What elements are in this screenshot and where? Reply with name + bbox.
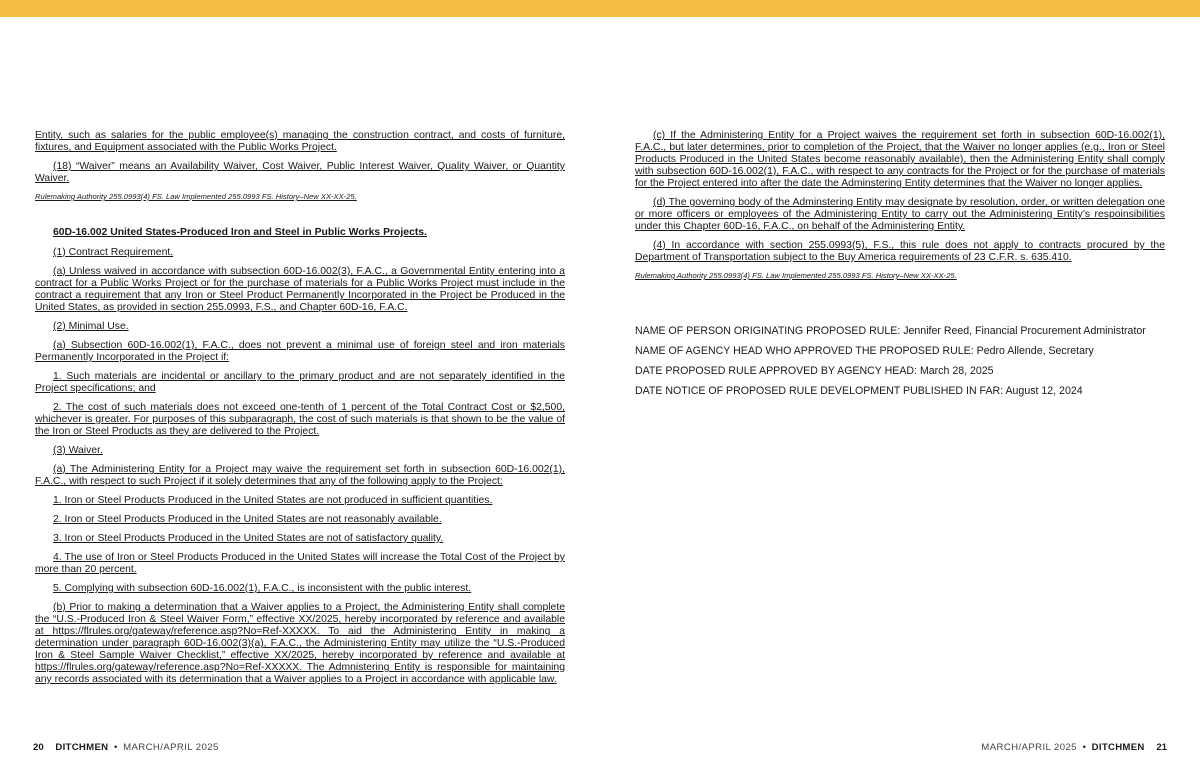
paragraph: 2. The cost of such materials does not exceed one-tenth of 1 percent of the Total Contract Cost or $2,500, whichever is greater. For purposes of this subparagraph, the cost of such materials is that shown to be the value of the Iron or Steel Products as they are delivered to the Project.: [35, 402, 565, 437]
paragraph: (18) “Waiver” means an Availability Waiver, Cost Waiver, Public Interest Waiver, Quality Waiver, or Quantity Waiver.: [35, 161, 565, 184]
paragraph: (2) Minimal Use.: [53, 321, 129, 332]
footer-left: [33, 742, 219, 754]
top-accent-bar: [0, 0, 1200, 17]
page-number: 20: [33, 742, 44, 753]
originator-line: NAME OF PERSON ORIGINATING PROPOSED RULE: Jennifer Reed, Financial Procurement Administrator: [635, 325, 1146, 337]
paragraph: (b) Prior to making a determination that a Waiver applies to a Project, the Administering Entity shall complete the “U.S.-Produced Iron & Steel Waiver Form,” effective XX/2025, hereby incorporated by reference and available at https://flrules.org/gateway/reference.asp?No=Ref-XXXXX. To aid the Administering Entity in making a determination under paragraph 60D-16.002(3)(a), F.A.C., the Administering Entity may utilize the “U.S.-Produced Iron & Steel Sample Waiver Checklist,” effective XX/2025, hereby incorporated by reference and available at https://flrules.org/gateway/reference.asp?No=Ref-XXXXX. The Admnistering Entity is responsible for maintaining any records associated with its determination that a Waiver applies to a Project in accordance with applicable law.: [35, 602, 565, 685]
paragraph: (a) Subsection 60D-16.002(1), F.A.C., does not prevent a minimal use of foreign steel and iron materials Permanently Incorporated in the Project if:: [35, 340, 565, 363]
paragraph: (a) The Administering Entity for a Project may waive the requirement set forth in subsection 60D-16.002(1), F.A.C., with respect to such Project if it solely determines that any of the following apply to the Project:: [35, 464, 565, 487]
left-column: [35, 130, 565, 693]
approval-date-line: DATE PROPOSED RULE APPROVED BY AGENCY HEAD: March 28, 2025: [635, 365, 994, 377]
paragraph: 1. Such materials are incidental or ancillary to the primary product and are not separately identified in the Project specifications; and: [35, 371, 565, 394]
paragraph: 1. Iron or Steel Products Produced in the United States are not produced in sufficient quantities.: [53, 495, 493, 506]
paragraph: (3) Waiver.: [53, 445, 103, 456]
magazine-name: DITCHMEN: [1091, 742, 1145, 753]
separator: •: [1082, 742, 1086, 753]
paragraph: (d) The governing body of the Adminstering Entity may designate by resolution, order, or written delegation one or more officers or employees of the Administering Entity to carry out the Administering Entity’s respoinsibilities under this Chapter 60D-16, F.A.C., on behalf of the Administering Entity.: [635, 197, 1165, 232]
separator: •: [114, 742, 118, 753]
magazine-name: DITCHMEN: [55, 742, 109, 753]
paragraph: (a) Unless waived in accordance with subsection 60D-16.002(3), F.A.C., a Governmental Entity entering into a contract for a Public Works Project or for the purchase of materials for a Public Works Project must include in the contract a requirement that any Iron or Steel Product Permanently Incorporated in the Project be Produced in the United States, as provided in section 255.0993, F.S., and Chapter 60D-16, F.A.C.: [35, 266, 565, 313]
rule-metadata: [635, 325, 1175, 405]
paragraph: Entity, such as salaries for the public employee(s) managing the construction contract, and costs of furniture, fixtures, and Equipment associated with the Public Works Project.: [35, 130, 565, 153]
paragraph: 2. Iron or Steel Products Produced in the United States are not reasonably available.: [53, 514, 442, 525]
section-heading: 60D-16.002 United States-Produced Iron and Steel in Public Works Projects.: [53, 227, 427, 238]
paragraph: (4) In accordance with section 255.0993(5), F.S., this rule does not apply to contracts procured by the Department of Transportation subject to the Buy America requirements of 23 C.F.R. s. 635.410.: [635, 240, 1165, 263]
paragraph: 3. Iron or Steel Products Produced in the United States are not of satisfactory quality.: [53, 533, 444, 544]
issue-date: MARCH/APRIL 2025: [981, 742, 1077, 753]
agency-head-line: NAME OF AGENCY HEAD WHO APPROVED THE PROPOSED RULE: Pedro Allende, Secretary: [635, 345, 1094, 357]
paragraph: (1) Contract Requirement.: [53, 247, 174, 258]
page-number: 21: [1156, 742, 1167, 753]
right-column: [635, 130, 1165, 281]
paragraph: 4. The use of Iron or Steel Products Produced in the United States will increase the Total Cost of the Project by more than 20 percent.: [35, 552, 565, 575]
paragraph: 5. Complying with subsection 60D-16.002(1), F.A.C., is inconsistent with the public interest.: [53, 583, 472, 594]
issue-date: MARCH/APRIL 2025: [123, 742, 219, 753]
paragraph: (c) If the Administering Entity for a Project waives the requirement set forth in subsection 60D-16.002(1), F.A.C., but later determines, prior to completion of the Project, that the Waiver no longer applies (e.g., Iron or Steel Products Produced in the United States become reasonably available), then the Administering Entity shall comply with subsection 60D-16.002(1), F.A.C., with respect to any contracts for the Project or for the purchase of materials for the Project entered into after the date the Adminstering Entity determines that the Waiver no longer applies.: [635, 130, 1165, 189]
footer-right: [981, 742, 1167, 754]
notice-date-line: DATE NOTICE OF PROPOSED RULE DEVELOPMENT PUBLISHED IN FAR: August 12, 2024: [635, 385, 1083, 397]
history-note: Rulemaking Authority 255.0993(4) FS. Law Implemented 255.0993 FS. History–New XX-XX-25.: [35, 192, 357, 201]
history-note: Rulemaking Authority 255.0993(4) FS. Law Implemented 255.0993 FS. History–New XX-XX-25.: [635, 271, 957, 280]
